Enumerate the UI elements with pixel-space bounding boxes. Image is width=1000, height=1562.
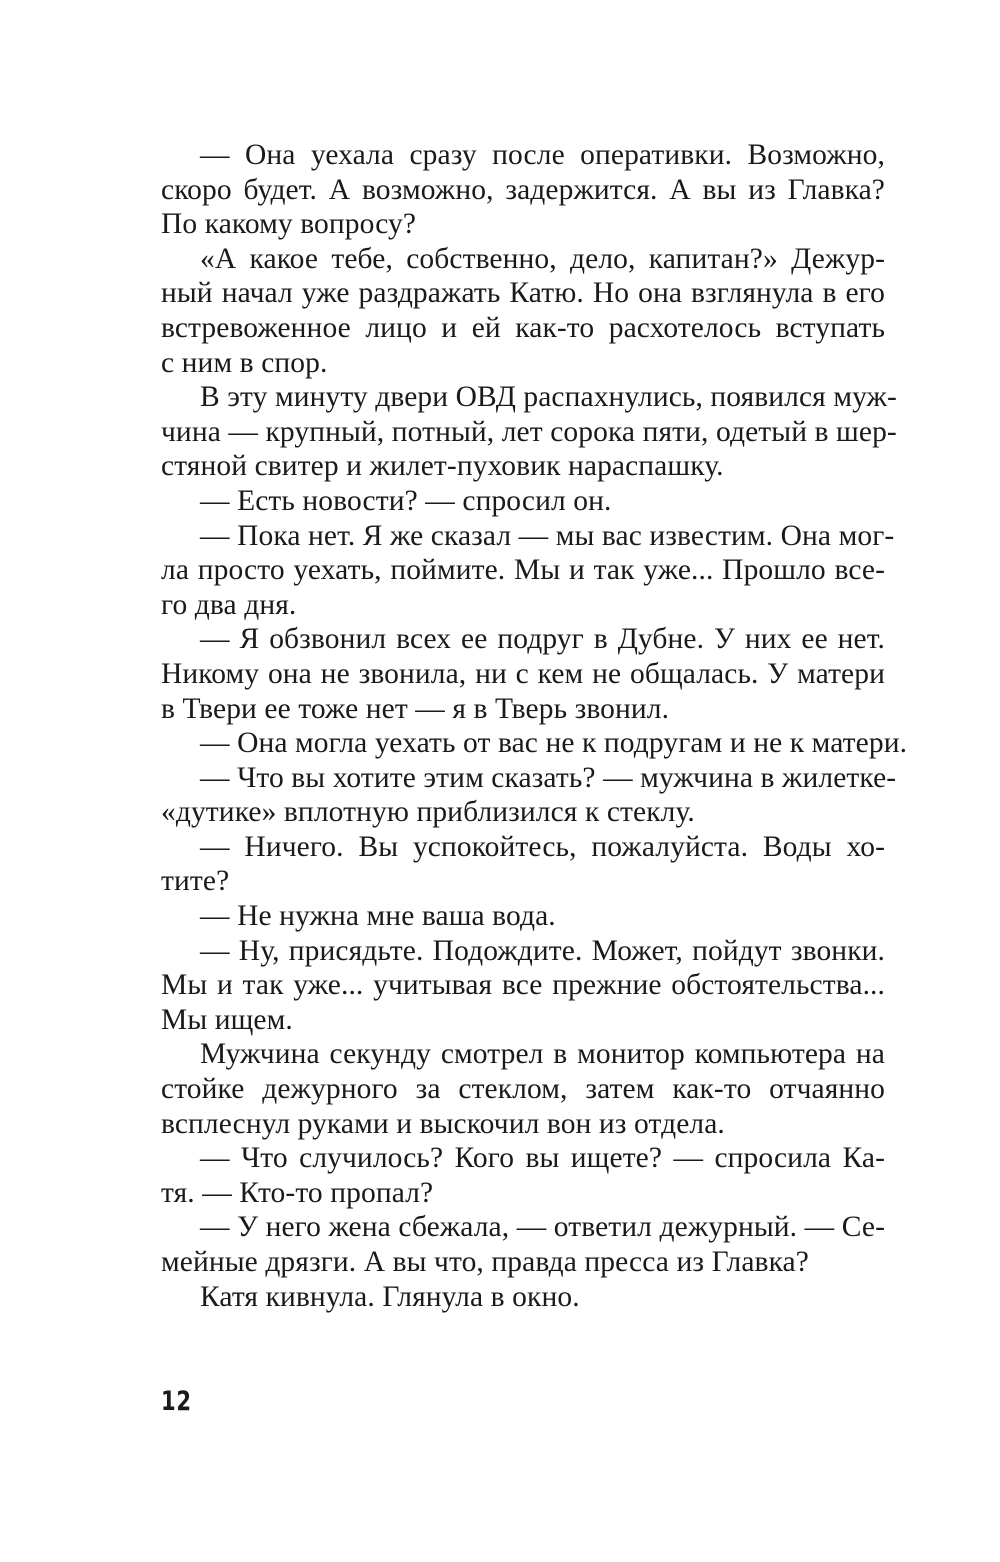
text-line: «А какое тебе, собственно, дело, капитан?» Дежур-: [200, 242, 885, 275]
text-line: — Она могла уехать от вас не к подругам и не к матери.: [200, 727, 908, 760]
text-line: — Ничего. Вы успокойтесь, пожалуйста. Воды хо-: [200, 830, 885, 863]
text-line: всплеснул руками и выскочил вон из отдела.: [161, 1107, 725, 1140]
text-line: чина — крупный, потный, лет сорока пяти, одетый в шер-: [161, 415, 897, 448]
page-number: 12: [161, 1386, 192, 1417]
text-line: с ним в спор.: [161, 346, 328, 379]
text-line: По какому вопросу?: [161, 208, 417, 241]
text-line: тя. — Кто-то пропал?: [161, 1176, 434, 1209]
text-line: — Что случилось? Кого вы ищете? — спросила Ка-: [200, 1142, 885, 1175]
text-line: встревоженное лицо и ей как-то расхотелось вступать: [161, 311, 885, 344]
text-line: тите?: [161, 865, 230, 898]
text-line: Никому она не звонила, ни с кем не общалась. У матери: [161, 657, 885, 690]
text-line: ла просто уехать, поймите. Мы и так уже... Прошло все-: [161, 554, 885, 587]
text-line: — Я обзвонил всех ее подруг в Дубне. У них ее нет.: [200, 623, 885, 656]
text-line: го два дня.: [161, 588, 297, 621]
text-line: — Пока нет. Я же сказал — мы вас известим. Она мог-: [200, 519, 895, 552]
text-line: Катя кивнула. Глянула в окно.: [200, 1280, 580, 1313]
text-line: — Есть новости? — спросил он.: [200, 484, 612, 517]
text-line: ный начал уже раздражать Катю. Но она взглянула в его: [161, 277, 885, 310]
text-line: Мужчина секунду смотрел в монитор компьютера на: [200, 1038, 885, 1071]
text-line: «дутике» вплотную приблизился к стеклу.: [161, 796, 695, 829]
text-line: в Твери ее тоже нет — я в Тверь звонил.: [161, 692, 670, 725]
text-line: В эту минуту двери ОВД распахнулись, появился муж-: [200, 381, 897, 414]
text-line: — Ну, присядьте. Подождите. Может, пойдут звонки.: [200, 934, 885, 967]
text-line: Мы и так уже... учитывая все прежние обстоятельства...: [161, 969, 885, 1002]
body-text: [161, 138, 908, 1314]
text-line: стойке дежурного за стеклом, затем как-то отчаянно: [161, 1073, 885, 1106]
text-line: — Не нужна мне ваша вода.: [200, 900, 556, 933]
text-line: мейные дрязги. А вы что, правда пресса из Главка?: [161, 1246, 809, 1278]
text-line: — Что вы хотите этим сказать? — мужчина в жилетке-: [200, 761, 897, 794]
text-line: — У него жена сбежала, — ответил дежурный. — Се-: [200, 1211, 885, 1244]
text-line: — Она уехала сразу после оперативки. Возможно,: [200, 139, 885, 171]
text-line: Мы ищем.: [161, 1003, 293, 1036]
text-line: скоро будет. А возможно, задержится. А вы из Главка?: [161, 173, 885, 206]
text-line: стяной свитер и жилет-пуховик нараспашку.: [161, 450, 724, 483]
